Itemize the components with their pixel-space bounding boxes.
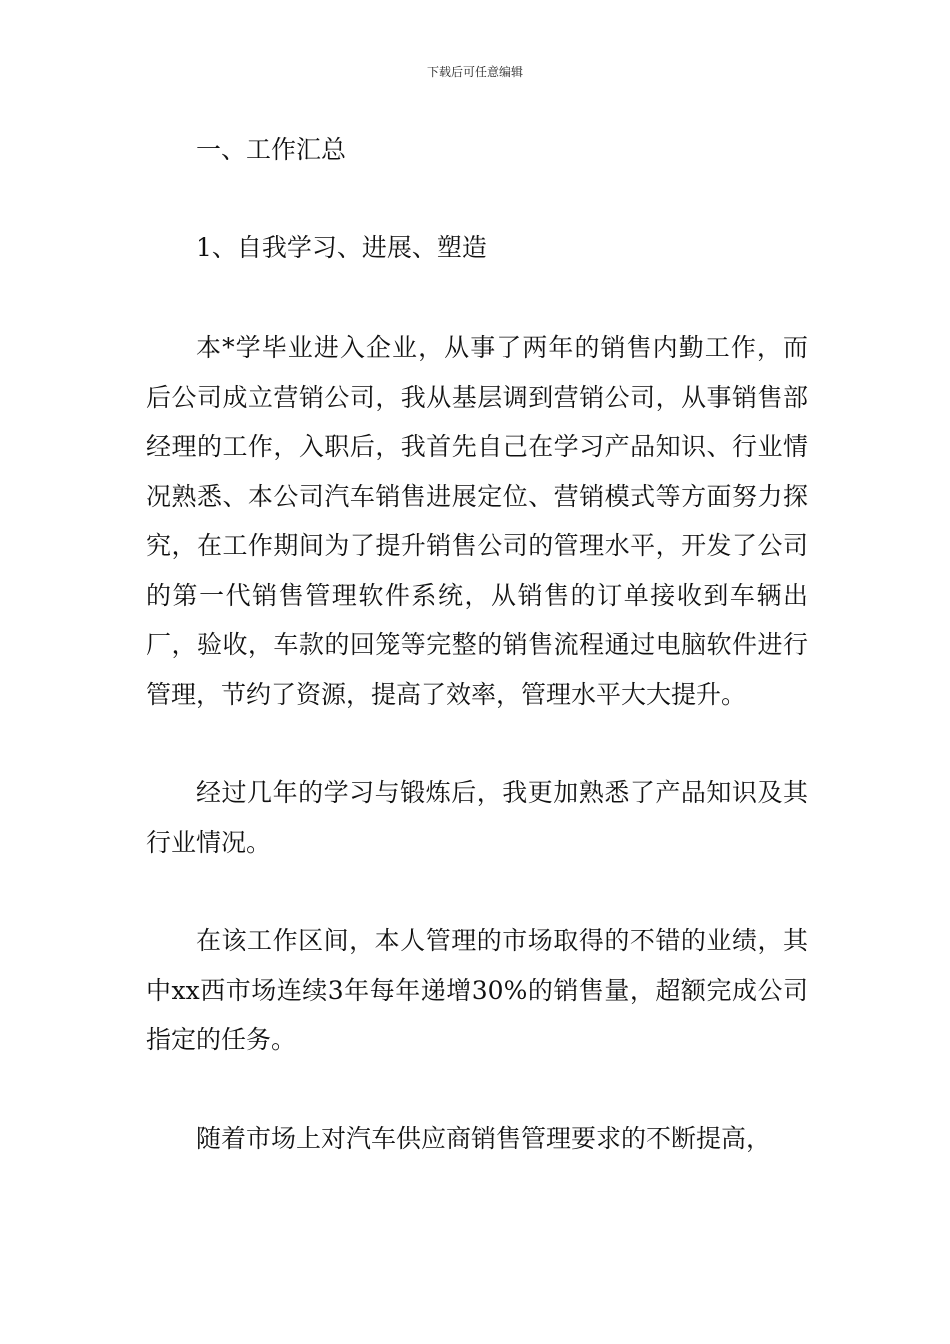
subsection-heading: 1、自我学习、进展、塑造 <box>196 233 487 262</box>
paragraph-1: 本*学毕业进入企业，从事了两年的销售内勤工作，而后公司成立营销公司，我从基层调到营销公司，从事销售部经理的工作，入职后，我首先自己在学习产品知识、行业情况熟悉、本公司汽车销售进展定位、营销模式等方面努力探究，在工作期间为了提升销售公司的管理水平，开发了公司的第一代销售管理软件系统，从销售的订单接收到车辆出厂，验收，车款的回笼等完整的销售流程通过电脑软件进行管理，节约了资源，提高了效率，管理水平大大提升。 <box>146 333 808 709</box>
document-body <box>146 125 808 1163</box>
paragraph-2: 经过几年的学习与锻炼后，我更加熟悉了产品知识及其行业情况。 <box>146 778 808 857</box>
page-header: 下载后可任意编辑 <box>426 65 523 79</box>
paragraph-4: 随着市场上对汽车供应商销售管理要求的不断提高， <box>196 1123 772 1153</box>
paragraph-3: 在该工作区间，本人管理的市场取得的不错的业绩，其中xx西市场连续3年每年递增30%的销售量，超额完成公司指定的任务。 <box>146 926 808 1054</box>
section-heading: 一、工作汇总 <box>196 135 347 164</box>
